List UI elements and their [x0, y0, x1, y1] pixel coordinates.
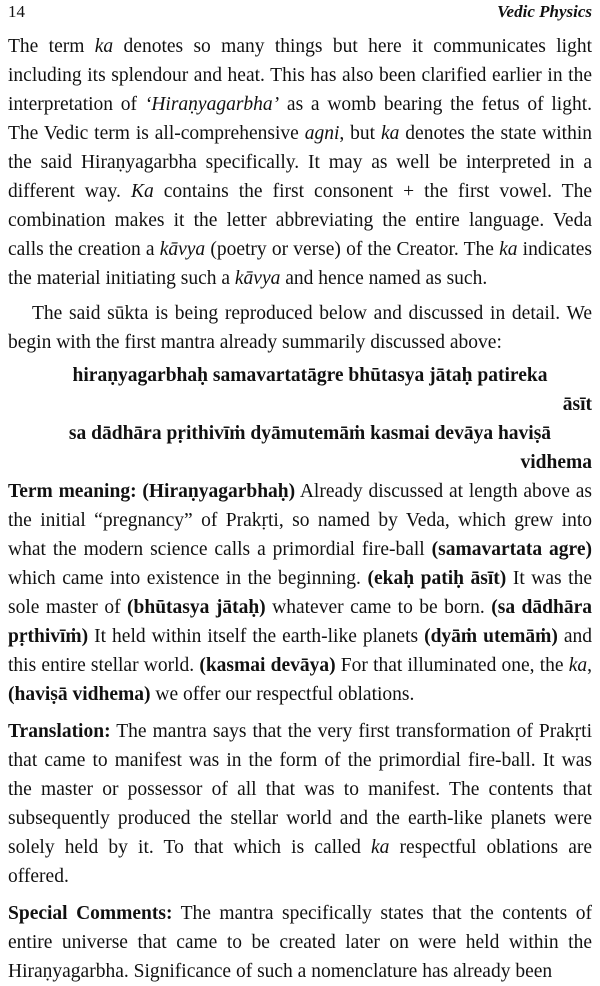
running-head: [8, 0, 592, 32]
paragraph-sukta-intro: The said sūkta is being reproduced below and discussed in detail. We begin with the first mantra already summarily discussed above:: [8, 303, 592, 353]
verse-line-2-cont: vidhema: [520, 452, 592, 473]
paragraph-translation: Translation: The mantra says that the very first transformation of Prakṛti that came to manifest was in the form of the primordial fire-ball. It was the master or possessor of all that was to manifest. The contents that subsequently produced the stellar world and the earth-like planets were solely held by it. To that which is called ka respectful oblations are offered.: [8, 721, 592, 887]
verse-line-1: hiraṇyagarbhaḥ samavartatāgre bhūtasya jātaḥ patireka: [72, 365, 548, 386]
paragraph-ka: The term ka denotes so many things but here it communicates light including its splendour and heat. This has also been clarified earlier in the interpretation of ‘Hiraṇyagarbha’ as a womb bearing the fetus of light. The Vedic term is all-comprehensive agni, but ka denotes the state within the said Hiraṇyagarbha specifically. It may as well be interpreted in a different way. Ka contains the first consonent + the first vowel. The combination makes it the letter abbreviating the entire language. Veda calls the creation a kāvya (poetry or verse) of the Creator. The ka indicates the material initiating such a kāvya and hence named as such.: [8, 36, 593, 289]
verse-line-2: sa dādhāra pṛithivīṁ dyāmutemāṁ kasmai devāya haviṣā: [68, 423, 552, 444]
paragraph-special-comments: Special Comments: The mantra specifically states that the contents of entire universe that came to be created later on were held within the Hiraṇyagarbha. Significance of such a nomenclature has already been: [8, 903, 593, 982]
verse-line-1-cont: āsīt: [562, 394, 592, 415]
page-number: 14: [8, 2, 25, 21]
mantra-verse: [8, 361, 592, 477]
book-title: Vedic Physics: [497, 2, 592, 21]
paragraph-term-meaning: Term meaning: (Hiraṇyagarbhaḥ) Already discussed at length above as the initial “pregnancy” of Prakṛti, so named by Veda, which grew into what the modern science calls a primordial fire-ball (samavartata agre) which came into existence in the beginning. (ekaḥ patiḥ āsīt) It was the sole master of (bhūtasya jātaḥ) whatever came to be born. (sa dādhāra pṛthivīṁ) It held within itself the earth-like planets (dyāṁ utemāṁ) and this entire stellar world. (kasmai devāya) For that illuminated one, the ka, (haviṣā vidhema) we offer our respectful oblations.: [8, 481, 593, 705]
